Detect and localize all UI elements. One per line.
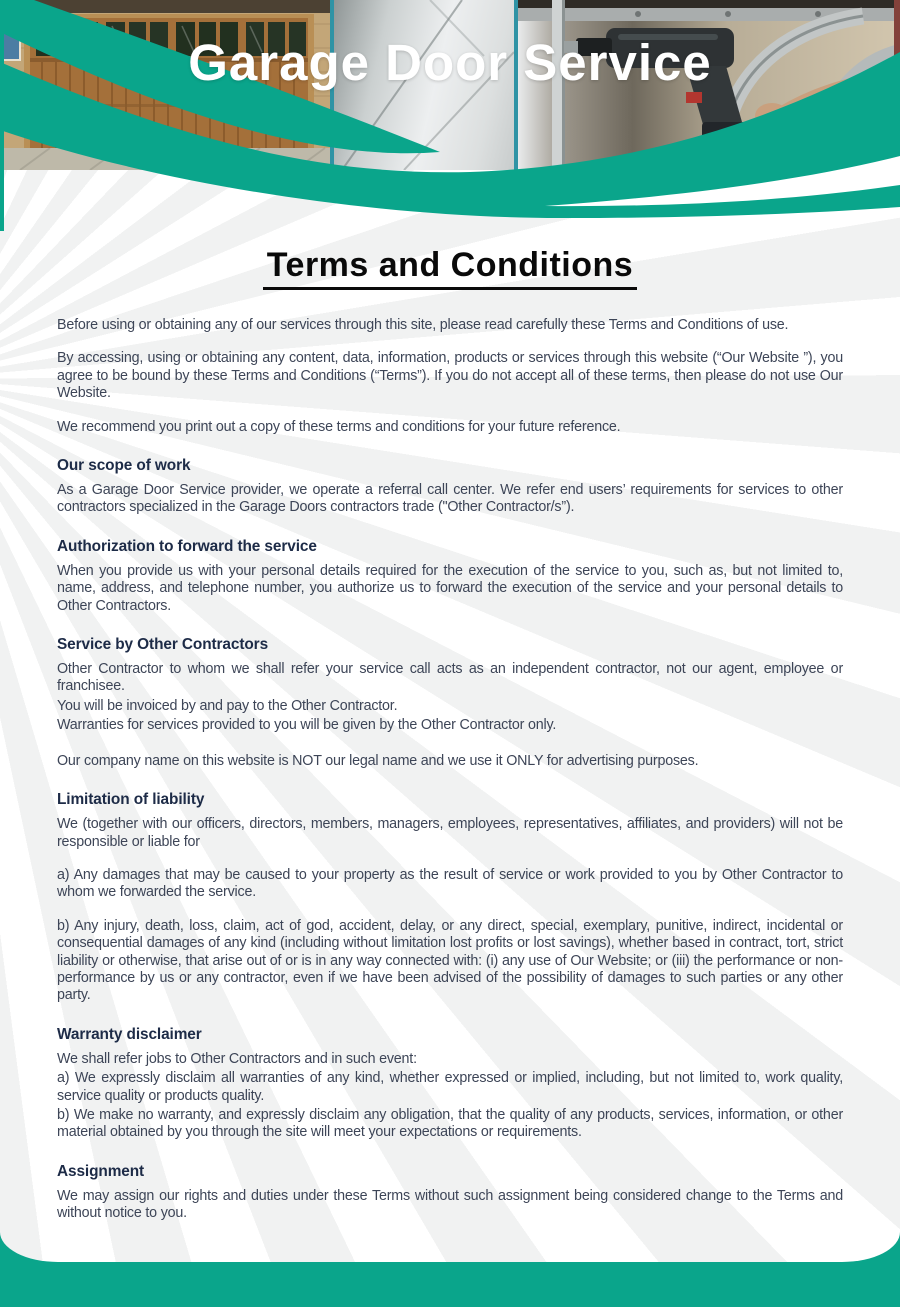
section-paragraph: b) Any injury, death, loss, claim, act of god, accident, delay, or any direct, special, exemplary, punitive, indirect, incidental or consequential damages of any kind (including without limitation lost profits or lost savings), whether based in contract, tort, strict liability or otherwise, that arise out of or is in any way connected with: (i) any use of Our Website; or (iii) the performance or non-performance by us or any contractor, even if we have been advised of the possibility of damages to such parties or any other party. (57, 917, 843, 1004)
section-service-by-other-contractors (57, 636, 843, 770)
section-paragraph: We shall refer jobs to Other Contractors and in such event: (57, 1050, 417, 1067)
section-paragraph: Warranties for services provided to you will be given by the Other Contractor only. (57, 717, 557, 734)
hero-banner (0, 0, 900, 233)
section-paragraph: As a Garage Door Service provider, we operate a referral call center. We refer end users’ requirements for services to other contractors specialized in the Garage Doors contractors trade ("Other Contractor/s”). (57, 482, 843, 516)
section-authorization (57, 538, 843, 615)
intro-paragraph: We recommend you print out a copy of these terms and conditions for your future reference. (57, 418, 621, 435)
section-warranty-disclaimer (57, 1026, 843, 1142)
section-our-scope-of-work (57, 457, 843, 517)
footer-band (0, 1262, 900, 1307)
section-heading: Our scope of work (57, 457, 191, 475)
section-paragraph: a) We expressly disclaim all warranties of any kind, whether expressed or implied, including, but not limited to, work quality, service quality or products quality. (57, 1070, 843, 1104)
section-heading: Limitation of liability (57, 791, 205, 809)
section-paragraph: Our company name on this website is NOT our legal name and we use it ONLY for advertising purposes. (57, 752, 699, 769)
section-paragraph: b) We make no warranty, and expressly disclaim any obligation, that the quality of any products, services, information, or other material obtained by you through the site will meet your expectations or requirements. (57, 1106, 843, 1141)
section-paragraph: Other Contractor to whom we shall refer your service call acts as an independent contractor, not our agent, employee or franchisee. (57, 661, 843, 695)
section-limitation-of-liability (57, 791, 843, 1005)
intro-paragraph: By accessing, using or obtaining any content, data, information, products or services through this website (“Our Website ”), you agree to be bound by these Terms and Conditions (“Terms”). If you do not accept all of these terms, then please do not use Our Website. (57, 350, 843, 402)
section-paragraph: When you provide us with your personal details required for the execution of the service to you, such as, but not limited to, name, address, and telephone number, you authorize us to forward the execution of the service and your personal details to Other Contractors. (57, 562, 843, 614)
terms-document (0, 246, 900, 1223)
section-paragraph: We (together with our officers, directors, members, managers, employees, representatives, affiliates, and providers) will not be responsible or liable for (57, 816, 843, 850)
section-paragraph: a) Any damages that may be caused to your property as the result of service or work provided to you by Other Contractor to whom we forwarded the service. (57, 866, 843, 901)
intro-paragraph: Before using or obtaining any of our services through this site, please read carefully these Terms and Conditions of use. (57, 317, 789, 333)
section-paragraph: You will be invoiced by and pay to the Other Contractor. (57, 697, 398, 714)
section-heading: Authorization to forward the service (57, 537, 317, 555)
page-title: Terms and Conditions (263, 246, 637, 290)
section-heading: Assignment (57, 1162, 145, 1180)
section-heading: Service by Other Contractors (57, 636, 269, 654)
hero-title: Garage Door Service (188, 34, 712, 91)
section-assignment (57, 1163, 843, 1223)
section-paragraph: We may assign our rights and duties under these Terms without such assignment being considered change to the Terms and without notice to you. (57, 1187, 843, 1222)
section-heading: Warranty disclaimer (57, 1025, 202, 1043)
